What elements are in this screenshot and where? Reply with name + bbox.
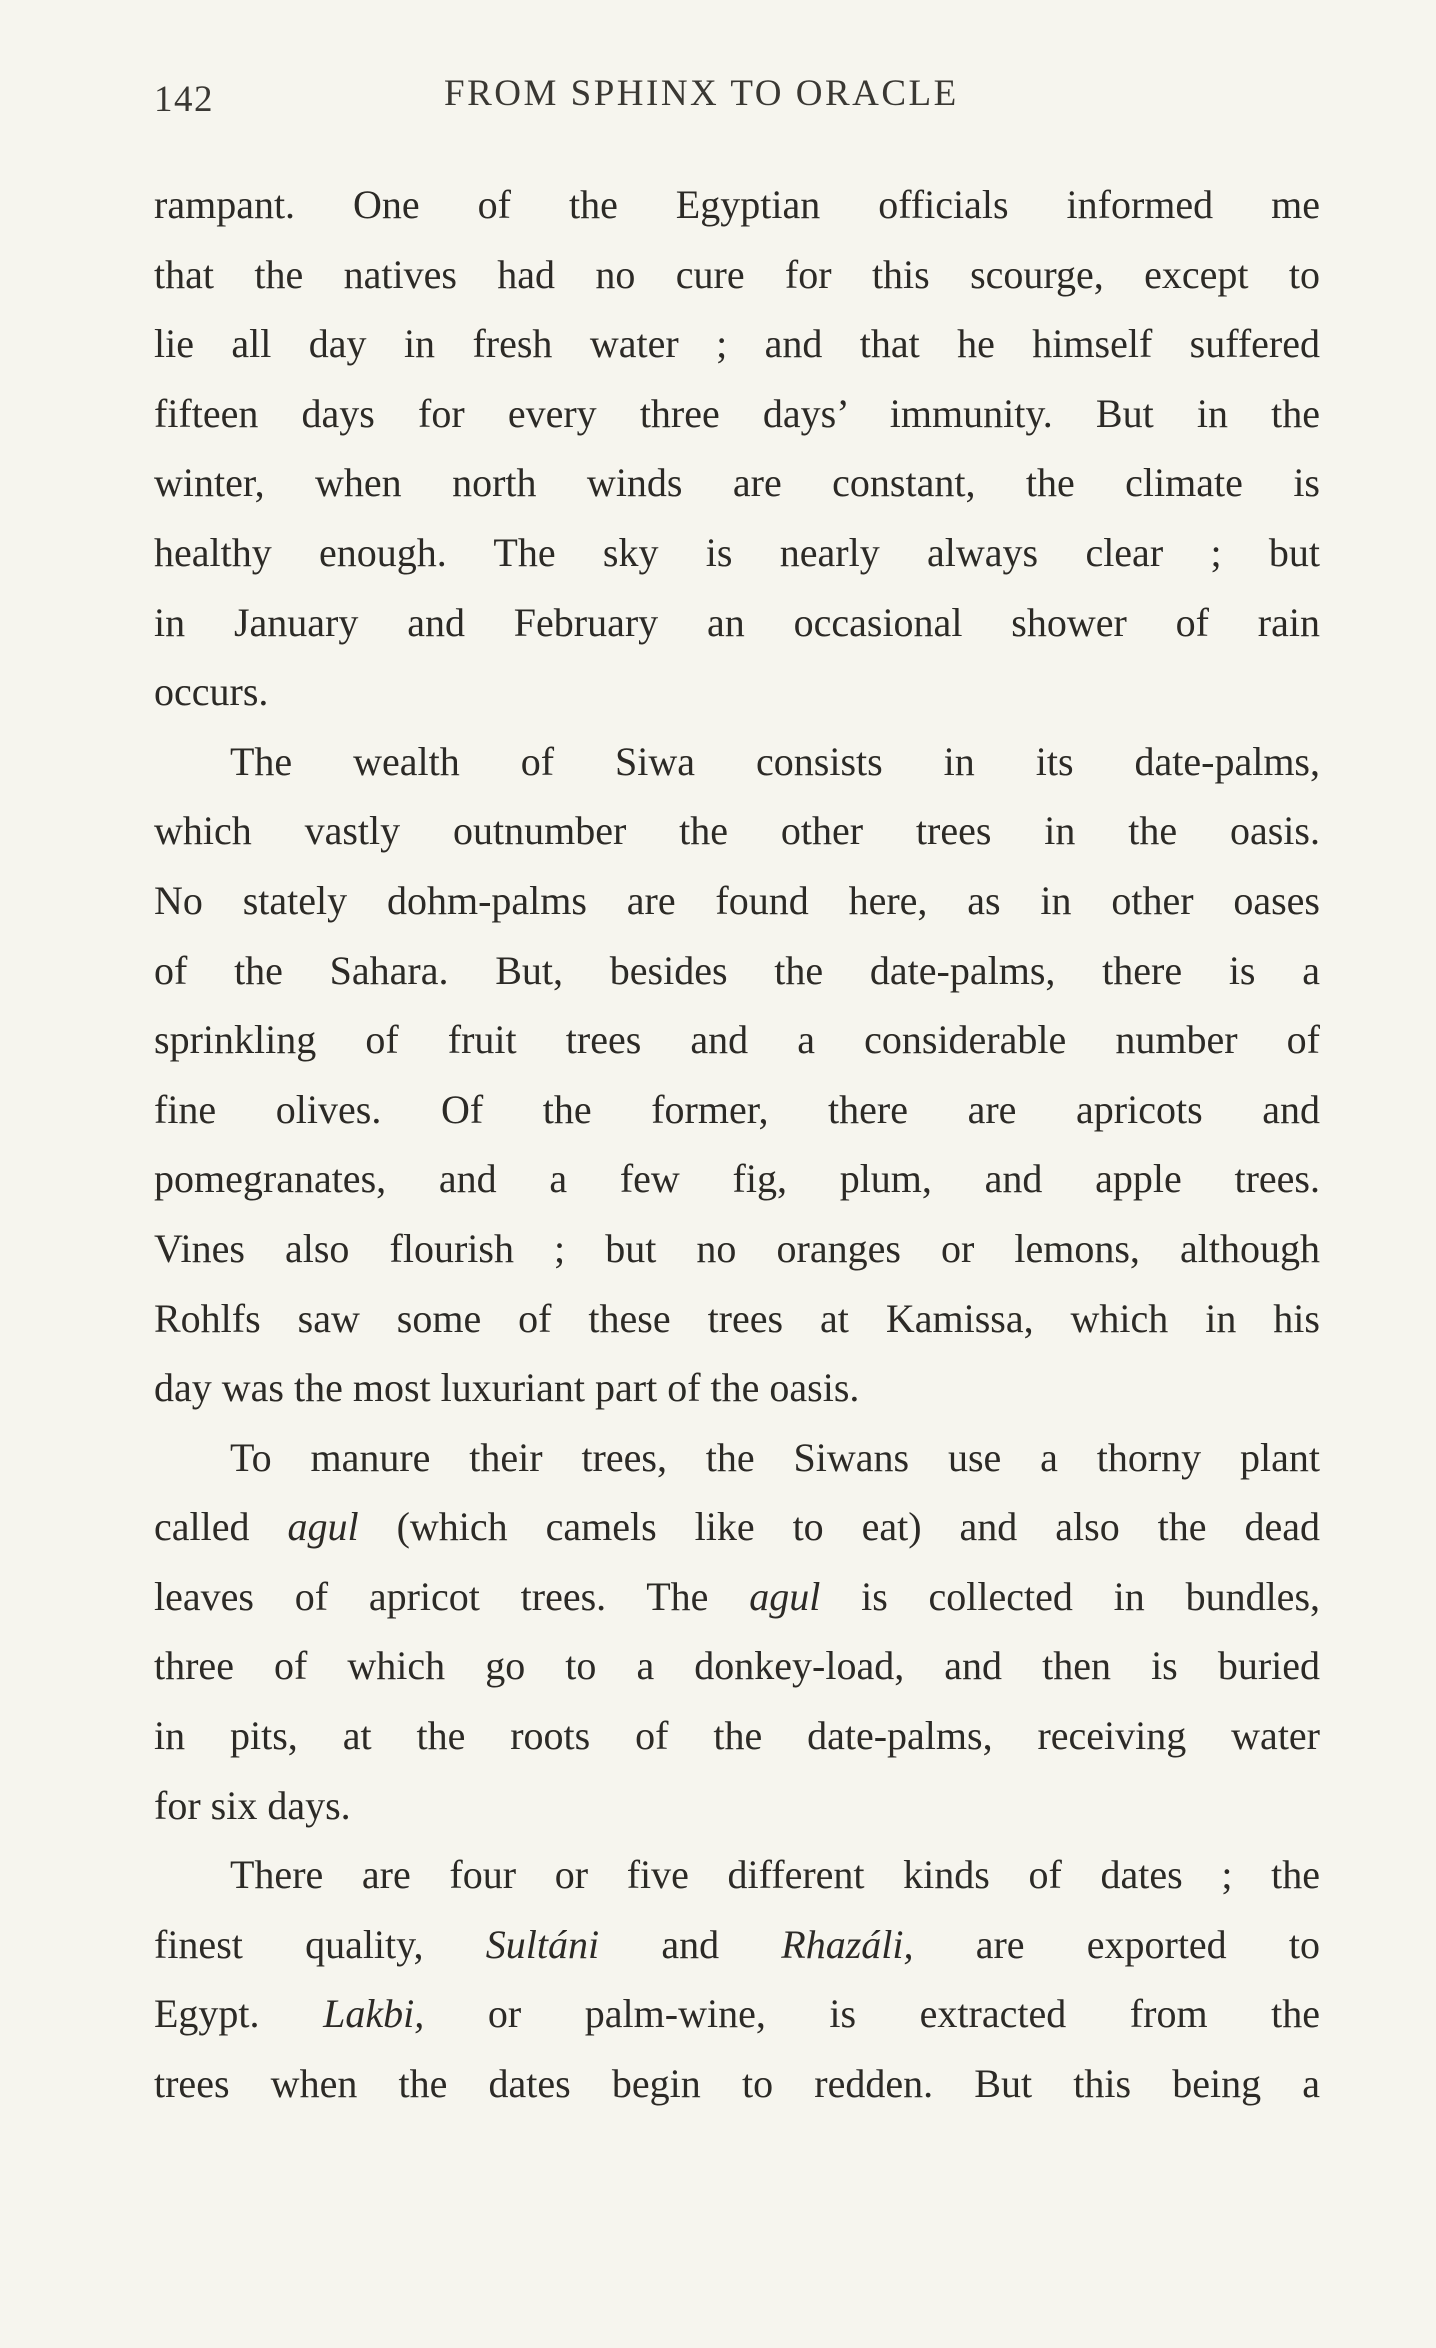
text-line: Rohlfs saw some of these trees at Kamissa, which in his	[154, 1295, 1320, 1341]
text-line: Vines also flourish ; but no oranges or lemons, although	[154, 1225, 1320, 1271]
text-line: pomegranates, and a few fig, plum, and apple trees.	[154, 1156, 1320, 1202]
page-number: 142	[154, 79, 214, 120]
body-text	[154, 170, 1320, 2119]
text-line: fine olives. Of the former, there are apricots and	[154, 1086, 1320, 1132]
running-title: FROM SPHINX TO ORACLE	[444, 73, 959, 114]
text-line: day was the most luxuriant part of the oasis.	[154, 1365, 860, 1411]
text-line: trees when the dates begin to redden. But this being a	[154, 2061, 1320, 2107]
text-line: winter, when north winds are constant, the climate is	[154, 460, 1320, 506]
italic-term: Sultáni	[485, 1921, 600, 1967]
text-line: three of which go to a donkey-load, and then is buried	[154, 1643, 1320, 1689]
italic-term: agul	[287, 1504, 359, 1550]
text-line: for six days.	[154, 1782, 351, 1828]
text-line: called agul (which camels like to eat) and also the dead	[154, 1504, 1321, 1550]
text-line: which vastly outnumber the other trees in the oasis.	[154, 808, 1320, 854]
text-line: of the Sahara. But, besides the date-palms, there is a	[154, 947, 1320, 993]
text-line: sprinkling of fruit trees and a considerable number of	[154, 1017, 1320, 1063]
page-header	[154, 72, 1324, 128]
paragraph-start-line: There are four or five different kinds of dates ; the	[230, 1852, 1320, 1898]
text-line: in pits, at the roots of the date-palms, receiving water	[154, 1713, 1320, 1759]
text-line: fifteen days for every three days’ immunity. But in the	[154, 390, 1320, 436]
text-line: that the natives had no cure for this scourge, except to	[154, 251, 1320, 297]
text-line: No stately dohm-palms are found here, as in other oases	[154, 877, 1320, 923]
text-line: leaves of apricot trees. The agul is collected in bundles,	[154, 1573, 1321, 1619]
paragraph-start-line: To manure their trees, the Siwans use a thorny plant	[230, 1434, 1320, 1480]
text-line: occurs.	[154, 669, 269, 715]
text-line: Egypt. Lakbi, or palm-wine, is extracted from the	[154, 1991, 1321, 2037]
text-line: finest quality, Sultáni and Rhazáli, are exported to	[154, 1921, 1320, 1967]
italic-term: Lakbi,	[323, 1991, 425, 2037]
text-line: in January and February an occasional shower of rain	[154, 599, 1320, 645]
text-line: rampant. One of the Egyptian officials informed me	[154, 182, 1320, 227]
text-line: healthy enough. The sky is nearly always clear ; but	[154, 529, 1320, 575]
italic-term: agul	[749, 1573, 821, 1619]
text-line: lie all day in fresh water ; and that he himself suffered	[154, 321, 1320, 367]
italic-term: Rhazáli,	[781, 1921, 914, 1967]
paragraph-start-line: The wealth of Siwa consists in its date-palms,	[230, 738, 1320, 784]
